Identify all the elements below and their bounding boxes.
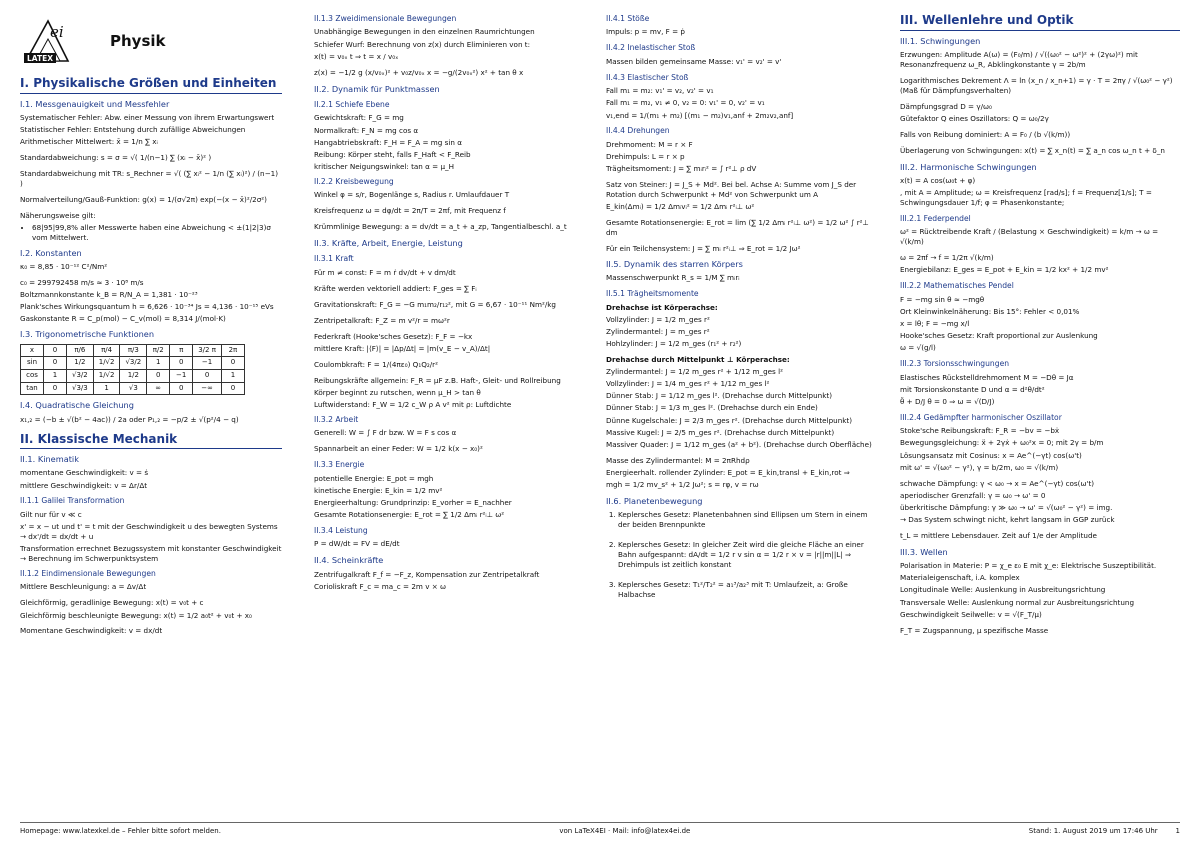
list-item: • 68|95|99,8% aller Messwerte haben eine Abweichung < ±(1|2|3)σ vom Mittelwert. <box>32 223 282 243</box>
formula-line: Momentane Geschwindigkeit: v = dx/dt <box>20 626 163 636</box>
table-cell: π/6 <box>67 344 94 357</box>
subsection-heading: II.2. Dynamik für Punktmassen <box>314 83 440 94</box>
formula-line: Normalkraft: F_N = mg cos α <box>314 125 419 135</box>
formula-line: Spannarbeit an einer Feder: W = 1/2 k(x − x₀)² <box>314 444 483 454</box>
table-cell: 1 <box>44 369 67 382</box>
table-cell: π <box>170 344 193 357</box>
text-line: Satz von Steiner: J = J_S + Md². Bei bel. Achse A: Summe vom J_S der Rotation durch Schwerpunkt + Md² von Schwerpunkt um A <box>606 180 857 200</box>
table-cell: x <box>21 344 44 357</box>
formula-line: Massiver Quader: J = 1/12 m_ges (a² + b²). (Drehachse durch Oberfläche) <box>606 439 872 449</box>
text-line: Drehachse durch Mittelpunkt ⊥ Körperachse: <box>606 354 790 364</box>
formula-line: mit ω' = √(ω₀² − γ²), γ = b/2m, ω₀ = √(k/m) <box>900 462 1059 472</box>
column-4 <box>900 12 1180 638</box>
subsubsection-heading: III.2.3 Torsionsschwingungen <box>900 359 1010 369</box>
text-line: Reibungskräfte allgemein: F_R = μF z.B. Haft-, Gleit- und Rollreibung <box>314 375 561 385</box>
formula-line: Corioliskraft F_c = ma_c = 2m v × ω <box>314 581 447 591</box>
table-cell: 2π <box>221 344 244 357</box>
table-cell: √3/2 <box>120 357 147 370</box>
formula-line: Masse des Zylindermantel: M = 2πRhdρ <box>606 455 750 465</box>
formula-line: Gleichförmig beschleunigte Bewegung: x(t) = 1/2 a₀t² + v₀t + x₀ <box>20 610 252 620</box>
formula-line: Für ein Teilchensystem: J = ∑ mᵢ r²ᵢ⊥ ⇒ E_rot = 1/2 Jω² <box>606 244 801 253</box>
formula-line: kinetische Energie: E_kin = 1/2 mv² <box>314 485 443 495</box>
formula-line: Gewichtskraft: F_G = mg <box>314 113 404 123</box>
formula-line: Für m ≠ const: F = m ṙ dv/dt + v dm/dt <box>314 267 456 277</box>
formula-line: kritischer Neigungswinkel: tan α = μ_H <box>314 161 455 171</box>
formula-line: Zylindermantel: J = 1/2 m_ges r² + 1/12 m_ges l² <box>606 367 783 377</box>
formula-line: Elastisches Rückstelldrehmoment M = −Dθ = Jα <box>900 372 1074 382</box>
text-line: Hooke'sches Gesetz: Kraft proportional zur Auslenkung <box>900 331 1098 341</box>
section-heading: I. Physikalische Größen und Einheiten <box>20 75 282 94</box>
table-cell: cos <box>21 369 44 382</box>
table-cell: ∞ <box>147 382 170 395</box>
table-cell: tan <box>21 382 44 395</box>
formula-line: Gravitationskraft: F_G = −G m₁m₂/r₁₂², mit G = 6,67 · 10⁻¹¹ Nm²/kg <box>314 299 556 309</box>
formula-line: Massive Kugel: J = 2/5 m_ges r². (Drehachse durch Mittelpunkt) <box>606 427 835 437</box>
footer-homepage: Homepage: www.latexkel.de – Fehler bitte sofort melden. <box>20 827 221 835</box>
page-footer <box>20 822 1180 835</box>
formula-line: Drehimpuls: L = r × p <box>606 152 685 162</box>
table-cell: π/3 <box>120 344 147 357</box>
formula-line: Generell: W = ∫ F dr bzw. W = F s cos α <box>314 428 457 438</box>
page-number: 1 <box>1175 827 1180 835</box>
subsubsection-heading: II.4.2 Inelastischer Stoß <box>606 43 696 53</box>
kepler-list <box>606 510 878 600</box>
subsection-heading: II.4. Scheinkräfte <box>314 555 384 566</box>
subsubsection-heading: II.2.2 Kreisbewegung <box>314 176 394 186</box>
table-cell: √3 <box>120 382 147 395</box>
list-item: 1. Keplersches Gesetz: Planetenbahnen sind Ellipsen um Stern in einem der beiden Brennpunkte <box>618 510 878 530</box>
table-cell: −1 <box>170 369 193 382</box>
text-line: Transformation errechnet Bezugssystem mit konstanter Geschwindigkeit → Berechnung im Schwerpunktsystem <box>20 544 282 564</box>
section-heading: III. Wellenlehre und Optik <box>900 12 1180 31</box>
subsubsection-heading: II.1.3 Zweidimensionale Bewegungen <box>314 14 457 23</box>
text-line: Unabhängige Bewegungen in den einzelnen Raumrichtungen <box>314 27 535 37</box>
formula-line: c₀ = 299792458 m/s ≈ 3 · 10⁸ m/s <box>20 278 144 288</box>
table-cell: 1 <box>147 357 170 370</box>
formula-line: Fall m₁ = m₂: v₁' = v₂, v₂' = v₁ <box>606 86 714 96</box>
subsection-heading: III.2. Harmonische Schwingungen <box>900 161 1037 172</box>
bullet-list <box>20 223 282 243</box>
formula-line: potentielle Energie: E_pot = mgh <box>314 473 434 483</box>
formula-line: Hangabtriebskraft: F_H = F_A = mg sin α <box>314 137 462 147</box>
formula-line: Gleichförmig, geradlinige Bewegung: x(t) = v₀t + c <box>20 598 204 608</box>
svg-text:LATEX: LATEX <box>27 54 54 63</box>
formula-line: Energieerhalt. rollender Zylinder: E_pot = E_kin,transl + E_kin,rot ⇒ <box>606 467 850 477</box>
column-1 <box>20 12 282 639</box>
formula-line: Vollzylinder: J = 1/4 m_ges r² + 1/12 m_ges l² <box>606 379 770 389</box>
formula-line: Boltzmannkonstante k_B = R/N_A = 1,381 · 10⁻²³ <box>20 290 198 300</box>
table-row <box>21 369 245 382</box>
footer-contact: von LaTeX4EI · Mail: info@latex4ei.de <box>559 827 691 835</box>
formula-line: Energiebilanz: E_ges = E_pot + E_kin = 1/2 kx² + 1/2 mv² <box>900 265 1109 275</box>
table-cell: π/4 <box>93 344 120 357</box>
list-item: 3. Keplersches Gesetz: T₁²/T₂² = a₁³/a₂³ mit T: Umlaufzeit, a: Große Halbachse <box>618 580 878 600</box>
table-cell: 0 <box>170 382 193 395</box>
table-cell: 1/√2 <box>93 357 120 370</box>
subsubsection-heading: II.5.1 Trägheitsmomente <box>606 289 699 299</box>
formula-line: ω = √(g/l) <box>900 343 936 353</box>
text-line: F_T = Zugspannung, μ spezifische Masse <box>900 625 1049 635</box>
table-cell: 1/2 <box>120 369 147 382</box>
formula-line: Trägheitsmoment: J = ∑ mᵢrᵢ² = ∫ r²⊥ ρ dV <box>606 164 757 174</box>
formula-line: θ̈ + D/J θ = 0 ⇒ ω = √(D/J) <box>900 396 995 406</box>
formula-line: Krümmlinige Bewegung: a = dv/dt = a_t + a_zp, Tangentialbeschl. a_t <box>314 222 567 232</box>
table-cell: 0 <box>44 357 67 370</box>
subsection-heading: II.6. Planetenbewegung <box>606 495 703 506</box>
formula-line: v₁,end = 1/(m₁ + m₂) [(m₁ − m₂)v₁,anf + 2m₂v₂,anf] <box>606 110 794 120</box>
formula-line: Standardabweichung: s = σ = √( 1/(n−1) ∑ (xᵢ − x̄)² ) <box>20 153 212 163</box>
formula-line: schwache Dämpfung: γ < ω₀ → x = Ae^(−γt) cos(ω't) <box>900 478 1095 488</box>
list-item: 2. Keplersches Gesetz: In gleicher Zeit wird die gleiche Fläche an einer Bahn aufgespannt: dA/dt = 1/2 r v sin α = 1/2 r × v = |r||m||L| ⇒ Drehimpuls ist zeitlich konstant <box>618 540 878 570</box>
table-cell: √3/3 <box>67 382 94 395</box>
table-cell: 3/2 π <box>193 344 222 357</box>
text-line: Gilt nur für v ≪ c <box>20 509 82 519</box>
formula-line: Kreisfrequenz ω = dφ/dt = 2π/T = 2πf, mit Frequenz f <box>314 206 506 216</box>
formula-line: Dämpfungsgrad D = γ/ω₀ <box>900 101 992 111</box>
formula-line: κ₀ = 8,85 · 10⁻¹² C²/Nm² <box>20 262 108 272</box>
text-line: Schiefer Wurf: Berechnung von z(x) durch Eliminieren von t: <box>314 39 531 49</box>
text-line: Körper beginnt zu rutschen, wenn μ_H > tan θ <box>314 387 481 397</box>
formula-line: F = −mg sin θ ≈ −mgθ <box>900 294 985 304</box>
formula-line: mit Torsionskonstante D und α = d²θ/dt² <box>900 384 1045 394</box>
formula-line: Geschwindigkeit Seilwelle: v = √(F_T/μ) <box>900 609 1042 619</box>
trig-table <box>20 344 245 396</box>
subsection-heading: I.4. Quadratische Gleichung <box>20 400 134 411</box>
subsection-heading: II.5. Dynamik des starren Körpers <box>606 258 743 269</box>
table-cell: 0 <box>221 357 244 370</box>
formula-line: x(t) = A cos(ω₀t + φ) <box>900 175 976 185</box>
table-cell: 0 <box>44 344 67 357</box>
formula-line: Mittlere Beschleunigung: a = Δv/Δt <box>20 582 147 592</box>
formula-line: Massenschwerpunkt R_s = 1/M ∑ mᵢrᵢ <box>606 273 740 283</box>
formula-line: ω² = Rücktreibende Kraft / (Belastung × Geschwindigkeit) = k/m → ω = √(k/m) <box>900 227 1159 247</box>
subsection-heading: II.1. Kinematik <box>20 454 79 465</box>
formula-line: Erzwungen: Amplitude A(ω) = (F₀/m) / √((ω₀² − ω²)² + (2γω)²) mit Resonanzfrequenz ω_R, Abklingkonstante γ = 2b/m <box>900 49 1138 69</box>
formula-line: Coulombkraft: F = 1/(4πε₀) Q₁Q₂/r² <box>314 359 438 369</box>
formula-line: x(t) = v₀ₓ t ⇒ t = x / v₀ₓ <box>314 51 399 61</box>
formula-line: Kräfte werden vektoriell addiert: F_ges = ∑ Fᵢ <box>314 283 477 293</box>
formula-line: Vollzylinder: J = 1/2 m_ges r² <box>606 314 710 324</box>
subsubsection-heading: III.2.1 Federpendel <box>900 213 971 223</box>
formula-line: Plank'sches Wirkungsquantum h = 6,626 · 10⁻³⁴ Js = 4,136 · 10⁻¹⁵ eVs <box>20 302 274 312</box>
subsubsection-heading: II.4.1 Stöße <box>606 14 650 23</box>
formula-line: Falls von Reibung dominiert: A = F₀ / (b √(k/m)) <box>900 129 1071 139</box>
header <box>20 12 282 70</box>
formula-line: mgh = 1/2 mv_s² + 1/2 Jω²; s = rφ, v = rω <box>606 480 759 490</box>
formula-line: Lösungsansatz mit Cosinus: x = Ae^(−γt) cos(ω't) <box>900 450 1082 460</box>
subsection-heading: I.3. Trigonometrische Funktionen <box>20 329 155 340</box>
column-2 <box>314 12 584 594</box>
table-cell: sin <box>21 357 44 370</box>
table-cell: 0 <box>221 382 244 395</box>
subsubsection-heading: III.2.4 Gedämpfter harmonischer Oszillator <box>900 412 1062 422</box>
subsubsection-heading: II.3.3 Energie <box>314 460 365 470</box>
formula-line: überkritische Dämpfung: γ ≫ ω₀ → ω' = √(ω₀² − γ²) = img. <box>900 502 1113 512</box>
formula-line: Drehmoment: M = r × F <box>606 139 693 149</box>
table-cell: √3/2 <box>67 369 94 382</box>
formula-line: Zylindermantel: J = m_ges r² <box>606 326 710 336</box>
subsubsection-heading: II.3.2 Arbeit <box>314 414 359 424</box>
text-line: , mit A = Amplitude; ω = Kreisfrequenz [rad/s]; f = Frequenz[1/s]; T = Schwingungsdauer 1/f; φ = Phasenkonstante; <box>900 187 1152 207</box>
formula-line: Winkel φ = s/r, Bogenlänge s, Radius r. Umlaufdauer T <box>314 190 510 200</box>
formula-line: z(x) = −1/2 g (x/v₀ₓ)² + v₀z/v₀ₓ x = −g/(2v₀ₓ²) x² + tan θ x <box>314 67 524 77</box>
formula-line: Logarithmisches Dekrement Λ = ln (x_n / x_n+1) = γ · T = 2πγ / √(ω₀² − γ²) (Maß für Dämpfungsverhalten) <box>900 75 1173 95</box>
text-line: Näherungsweise gilt: <box>20 210 96 220</box>
text-line: Drehachse ist Körperachse: <box>606 302 718 312</box>
subsection-heading: III.3. Wellen <box>900 546 948 557</box>
text-line: Polarisation in Materie: P = χ_e ε₀ E mit χ_e: Elektrische Suszeptibilität. <box>900 561 1157 571</box>
table-cell: 1 <box>93 382 120 395</box>
text-line: Statistischer Fehler: Entstehung durch zufällige Abweichungen <box>20 124 246 134</box>
formula-line: Gesamte Rotationsenergie: E_rot = lim (∑ 1/2 Δmᵢ r²ᵢ⊥ ω²) = 1/2 ω² ∫ r²⊥ dm <box>606 218 869 238</box>
latex4ei-logo <box>20 15 82 67</box>
table-cell: π/2 <box>147 344 170 357</box>
table-row <box>21 382 245 395</box>
text-line: Luftwiderstand: F_W = 1/2 c_W ρ A v² mit ρ: Luftdichte <box>314 399 512 409</box>
formula-line: Energieerhaltung: Grundprinzip: E_vorher = E_nachher <box>314 497 512 507</box>
subsection-heading: III.1. Schwingungen <box>900 35 981 46</box>
formula-line: Gesamte Rotationsenergie: E_rot = ∑ 1/2 Δmᵢ r²ᵢ⊥ ω² <box>314 510 505 519</box>
formula-line: P = dW/dt = FV = dE/dt <box>314 539 400 549</box>
table-cell: −1 <box>193 357 222 370</box>
text-line: → Das System schwingt nicht, kehrt langsam in GGP zurück <box>900 514 1115 524</box>
text-line: t_L = mittlere Lebensdauer. Zeit auf 1/e der Amplitude <box>900 530 1097 540</box>
formula-line: mittlere Geschwindigkeit: v = Δr/Δt <box>20 480 148 490</box>
table-cell: 0 <box>147 369 170 382</box>
subsubsection-heading: II.3.1 Kraft <box>314 254 354 264</box>
formula-line: x' = x − ut und t' = t mit der Geschwindigkeit u des bewegten Systems → dx'/dt = dx/dt + u <box>20 522 278 541</box>
subsubsection-heading: II.1.1 Galilei Transformation <box>20 496 125 506</box>
formula-line: Gaskonstante R = C_p(mol) − C_v(mol) = 8,314 J/(mol·K) <box>20 314 226 324</box>
formula-line: x₁,₂ = (−b ± √(b² − 4ac)) / 2a oder P₁,₂ = −p/2 ± √(p²/4 − q) <box>20 414 239 424</box>
table-cell: 0 <box>170 357 193 370</box>
text-line: Transversale Welle: Auslenkung normal zur Ausbreitungsrichtung <box>900 597 1135 607</box>
formula-line: Dünner Stab: J = 1/12 m_ges l². (Drehachse durch Mittelpunkt) <box>606 391 833 401</box>
footer-date: Stand: 1. August 2019 um 17:46 Uhr <box>1028 827 1158 835</box>
formula-line: Impuls: p = mv, F = ṗ <box>606 27 685 37</box>
table-cell: 0 <box>44 382 67 395</box>
formula-line: Zentripetalkraft: F_Z = m v²/r = mω²r <box>314 315 450 325</box>
formula-line: Hohlzylinder: J = 1/2 m_ges (r₁² + r₂²) <box>606 339 742 349</box>
subsubsection-heading: II.1.2 Eindimensionale Bewegungen <box>20 569 156 578</box>
table-cell: 0 <box>193 369 222 382</box>
subsection-heading: I.2. Konstanten <box>20 247 82 258</box>
formula-line: Arithmetischer Mittelwert: x̄ = 1/n ∑ xᵢ <box>20 137 158 147</box>
table-cell: 1/2 <box>67 357 94 370</box>
column-3 <box>606 12 878 610</box>
formula-line: E_kin(Δmᵢ) = 1/2 Δmᵢvᵢ² = 1/2 Δmᵢ r²ᵢ⊥ ω² <box>606 202 755 212</box>
text-line: Zentrifugalkraft F_f = −F_z, Kompensation zur Zentripetalkraft <box>314 569 540 579</box>
subsection-heading: II.3. Kräfte, Arbeit, Energie, Leistung <box>314 238 463 249</box>
formula-line: Massen bilden gemeinsame Masse: v₁' = v₂' = v' <box>606 56 782 66</box>
text-line: Ort Kleinwinkelnäherung: Bis 15°: Fehler < 0,01% <box>900 306 1080 316</box>
formula-line: Reibung: Körper steht, falls F_Haft < F_Reib <box>314 149 471 159</box>
subsubsection-heading: III.2.2 Mathematisches Pendel <box>900 281 1014 291</box>
subsubsection-heading: II.2.1 Schiefe Ebene <box>314 99 390 109</box>
svg-text:ei: ei <box>50 23 64 41</box>
text-line: Longitudinale Welle: Auslenkung in Ausbreitungsrichtung <box>900 585 1106 595</box>
subsubsection-heading: II.3.4 Leistung <box>314 525 368 535</box>
formula-line: Gütefaktor Q eines Oszillators: Q = ω₀/2γ <box>900 113 1049 123</box>
subsection-heading: I.1. Messgenauigkeit und Messfehler <box>20 98 170 109</box>
text-line: Materialeigenschaft, i.A. komplex <box>900 573 1020 583</box>
section-heading: II. Klassische Mechanik <box>20 431 282 450</box>
formula-line: Fall m₁ = m₂, v₁ ≠ 0, v₂ = 0: v₁' = 0, v₂' = v₁ <box>606 98 765 108</box>
formula-line: Standardabweichung mit TR: s_Rechner = √( (∑ xᵢ² − 1/n (∑ xᵢ)²) / (n−1) ) <box>20 168 279 188</box>
subsubsection-heading: II.4.3 Elastischer Stoß <box>606 72 689 82</box>
formula-line: Dünne Kugelschale: J = 2/3 m_ges r². (Drehachse durch Mittelpunkt) <box>606 415 853 425</box>
page-title: Physik <box>110 31 166 50</box>
table-header-row <box>21 344 245 357</box>
text-line: Systematischer Fehler: Abw. einer Messung von ihrem Erwartungswert <box>20 112 275 122</box>
formula-line: mittlere Kraft: |⟨F⟩| = |Δp/Δt| = |m(v_E − v_A)/Δt| <box>314 343 491 353</box>
formula-line: Überlagerung von Schwingungen: x(t) = ∑ x_n(t) = ∑ a_n cos ω_n t + δ_n <box>900 145 1165 155</box>
formula-line: Federkraft (Hooke'sches Gesetz): F_F = −kx <box>314 331 473 341</box>
subsubsection-heading: II.4.4 Drehungen <box>606 126 670 136</box>
formula-line: momentane Geschwindigkeit: v = ṡ <box>20 468 149 478</box>
table-cell: 1/√2 <box>93 369 120 382</box>
formula-line: Normalverteilung/Gauß-Funktion: g(x) = 1/(σ√2π) exp(−(x − x̄)²/2σ²) <box>20 194 267 204</box>
footer-right <box>1029 827 1180 835</box>
table-row <box>21 357 245 370</box>
formula-line: Dünner Stab: J = 1/3 m_ges l². (Drehachse durch ein Ende) <box>606 403 818 413</box>
table-cell: −∞ <box>193 382 222 395</box>
formula-line: x = lθ; F = −mg x/l <box>900 318 970 328</box>
table-cell: 1 <box>221 369 244 382</box>
formula-line: ω = 2πf → f = 1/2π √(k/m) <box>900 253 994 263</box>
formula-line: Bewegungsgleichung: ẍ + 2γẋ + ω₀²x = 0; mit 2γ = b/m <box>900 438 1104 448</box>
formula-line: aperiodischer Grenzfall: γ = ω₀ → ω' = 0 <box>900 490 1046 500</box>
formula-line: Stoke'sche Reibungskraft: F_R = −bv = −bẋ <box>900 426 1060 436</box>
